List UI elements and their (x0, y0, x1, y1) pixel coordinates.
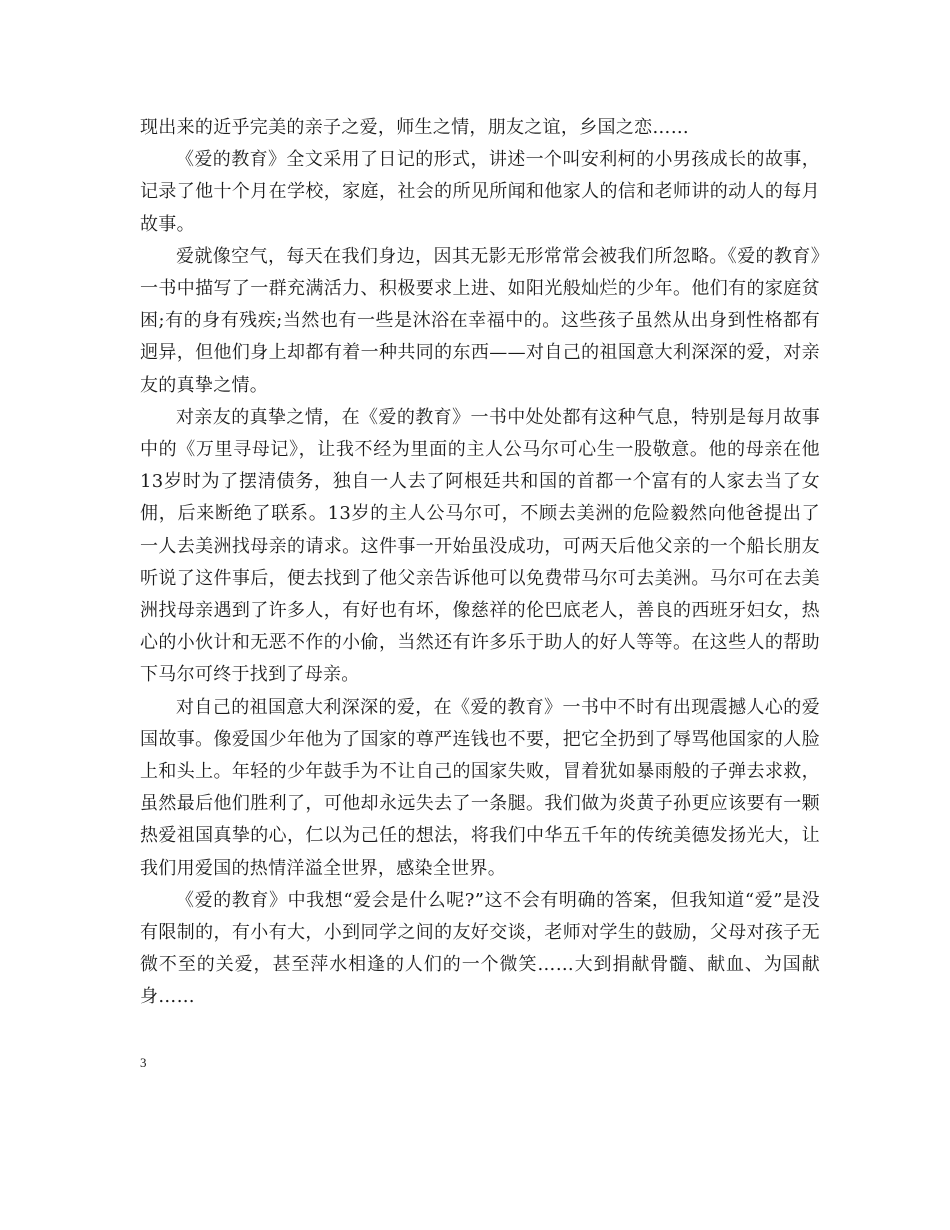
paragraph-3: 爱就像空气，每天在我们身边，因其无影无形常常会被我们所忽略。《爱的教育》一书中描写了一群充满活力、积极要求上进、如阳光般灿烂的少年。他们有的家庭贫困;有的身有残疾;当然也有一些是沐浴在幸福中的。这些孩子虽然从出身到性格都有迥异，但他们身上却都有着一种共同的东西——对自己的祖国意大利深深的爱，对亲友的真挚之情。 (140, 245, 820, 396)
paragraph-5: 对自己的祖国意大利深深的爱，在《爱的教育》一书中不时有出现震撼人心的爱国故事。像爱国少年他为了国家的尊严连钱也不要，把它全扔到了辱骂他国家的人脸上和头上。年轻的少年鼓手为不让自己的国家失败，冒着犹如暴雨般的子弹去求救，虽然最后他们胜利了，可他却永远失去了一条腿。我们做为炎黄子孙更应该要有一颗热爱祖国真挚的心，仁以为己任的想法，将我们中华五千年的传统美德发扬光大，让我们用爱国的热情洋溢全世界，感染全世界。 (140, 696, 820, 879)
paragraph-1: 现出来的近乎完美的亲子之爱，师生之情，朋友之谊，乡国之恋…… (140, 117, 689, 138)
page-number: 3 (140, 1055, 147, 1070)
paragraph-2: 《爱的教育》全文采用了日记的形式，讲述一个叫安利柯的小男孩成长的故事，记录了他十个月在学校，家庭，社会的所见所闻和他家人的信和老师讲的动人的每月故事。 (140, 149, 820, 235)
body-text (140, 112, 820, 1014)
paragraph-6: 《爱的教育》中我想“爱会是什么呢?”这不会有明确的答案，但我知道“爱”是没有限制的，有小有大，小到同学之间的友好交谈，老师对学生的鼓励，父母对孩子无微不至的关爱，甚至萍水相逢的人们的一个微笑……大到捐献骨髓、献血、为国献身…… (140, 889, 820, 1008)
paragraph-4: 对亲友的真挚之情，在《爱的教育》一书中处处都有这种气息，特别是每月故事中的《万里寻母记》，让我不经为里面的主人公马尔可心生一股敬意。他的母亲在他13岁时为了摆清债务，独自一人去了阿根廷共和国的首都一个富有的人家去当了女佣，后来断绝了联系。13岁的主人公马尔可，不顾去美洲的危险毅然向他爸提出了一人去美洲找母亲的请求。这件事一开始虽没成功，可两天后他父亲的一个船长朋友听说了这件事后，便去找到了他父亲告诉他可以免费带马尔可去美洲。马尔可在去美洲找母亲遇到了许多人，有好也有坏，像慈祥的伦巴底老人，善良的西班牙妇女，热心的小伙计和无恶不作的小偷，当然还有许多乐于助人的好人等等。在这些人的帮助下马尔可终于找到了母亲。 (140, 406, 820, 686)
